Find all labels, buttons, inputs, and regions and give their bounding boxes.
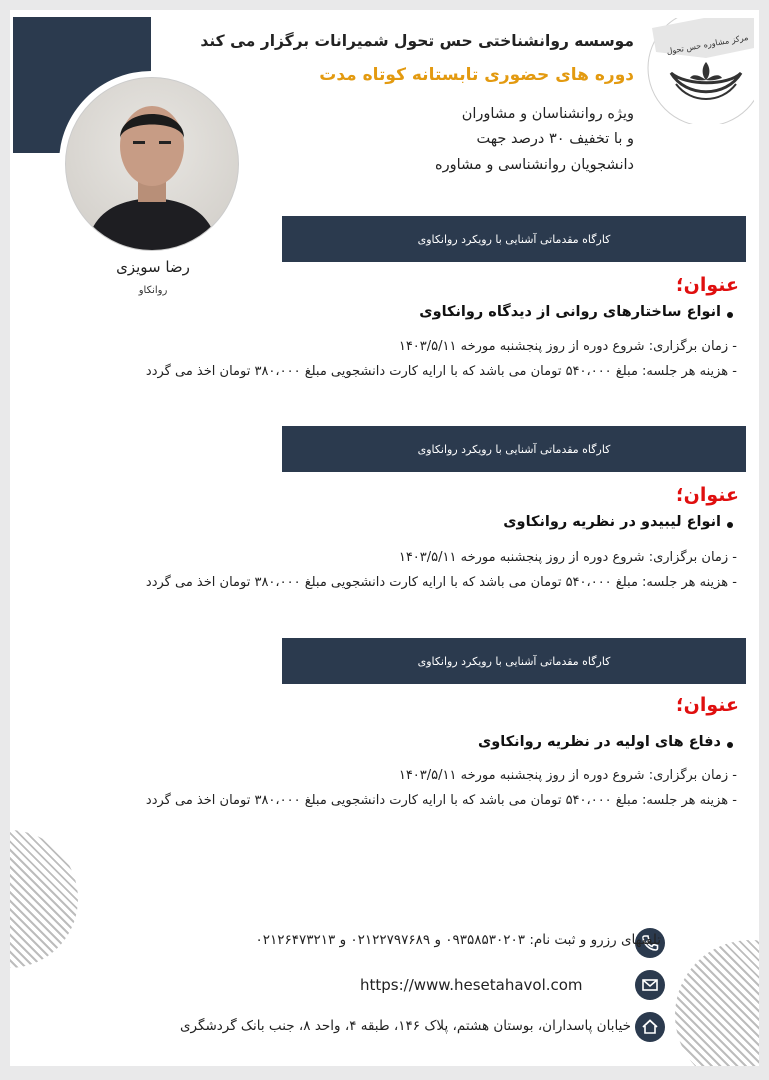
workshop-label: عنوان؛: [676, 694, 739, 716]
audience-line: ویژه روانشناسان و مشاوران: [461, 106, 634, 122]
workshop-banner: کارگاه مقدماتی آشنایی با رویکرد روانکاوی: [282, 216, 746, 262]
workshop-fee: - هزینه هر جلسه: مبلغ ۵۴۰،۰۰۰ تومان می باشد که با ارایه کارت دانشجویی مبلغ ۳۸۰،۰۰۰ تومان اخذ می گردد: [145, 793, 737, 808]
institute-title: موسسه روانشناختی حس تحول شمیرانات برگزار می کند: [200, 32, 634, 50]
presenter-photo: [65, 77, 239, 251]
discount-line: و با تخفیف ۳۰ درصد جهت: [476, 131, 634, 147]
contact-website[interactable]: https://www.hesetahavol.com: [360, 976, 583, 994]
person-silhouette-icon: [66, 78, 238, 250]
logo-text: مرکز مشاوره حس تحول: [665, 32, 749, 57]
workshop-fee: - هزینه هر جلسه: مبلغ ۵۴۰،۰۰۰ تومان می باشد که با ارایه کارت دانشجویی مبلغ ۳۸۰،۰۰۰ تومان اخذ می گردد: [145, 575, 737, 590]
contact-address: خیابان پاسداران، بوستان هشتم، پلاک ۱۴۶، طبقه ۴، واحد ۸، جنب بانک گردشگری: [179, 1018, 631, 1034]
contact-phones: تلفنهای رزرو و ثبت نام: ۰۹۳۵۸۵۳۰۲۰۳ و ۰۲۱۲۲۷۹۷۶۸۹ و ۰۲۱۲۶۴۷۳۲۱۳: [255, 932, 661, 948]
poster: [10, 10, 759, 1066]
home-icon: [635, 1012, 665, 1042]
workshop-topic: دفاع های اولیه در نظریه روانکاوی: [477, 734, 721, 750]
logo: [646, 18, 754, 124]
presenter-role: روانکاو: [138, 285, 168, 296]
workshop-topic: انواع لیبیدو در نظریه روانکاوی: [503, 514, 721, 530]
workshop-banner: کارگاه مقدماتی آشنایی با رویکرد روانکاوی: [282, 426, 746, 472]
workshop-schedule: - زمان برگزاری: شروع دوره از روز پنجشنبه مورخه ۱۴۰۳/۵/۱۱: [398, 339, 737, 354]
decorative-hatched-circle-right: [675, 940, 759, 1066]
bullet: [727, 522, 733, 528]
workshop-banner: کارگاه مقدماتی آشنایی با رویکرد روانکاوی: [282, 638, 746, 684]
bullet: [727, 742, 733, 748]
workshop-fee: - هزینه هر جلسه: مبلغ ۵۴۰،۰۰۰ تومان می باشد که با ارایه کارت دانشجویی مبلغ ۳۸۰،۰۰۰ تومان اخذ می گردد: [145, 364, 737, 379]
mail-icon: [635, 970, 665, 1000]
decorative-hatched-circle-left: [10, 830, 78, 968]
presenter-name: رضا سویزی: [116, 258, 190, 276]
workshop-label: عنوان؛: [676, 484, 739, 506]
course-title: دوره های حضوری تابستانه کوتاه مدت: [319, 65, 634, 85]
workshop-topic: انواع ساختارهای روانی از دیدگاه روانکاوی: [419, 304, 721, 320]
workshop-label: عنوان؛: [676, 274, 739, 296]
bullet: [727, 312, 733, 318]
workshop-schedule: - زمان برگزاری: شروع دوره از روز پنجشنبه مورخه ۱۴۰۳/۵/۱۱: [398, 768, 737, 783]
students-line: دانشجویان روانشناسی و مشاوره: [435, 157, 634, 173]
workshop-schedule: - زمان برگزاری: شروع دوره از روز پنجشنبه مورخه ۱۴۰۳/۵/۱۱: [398, 550, 737, 565]
